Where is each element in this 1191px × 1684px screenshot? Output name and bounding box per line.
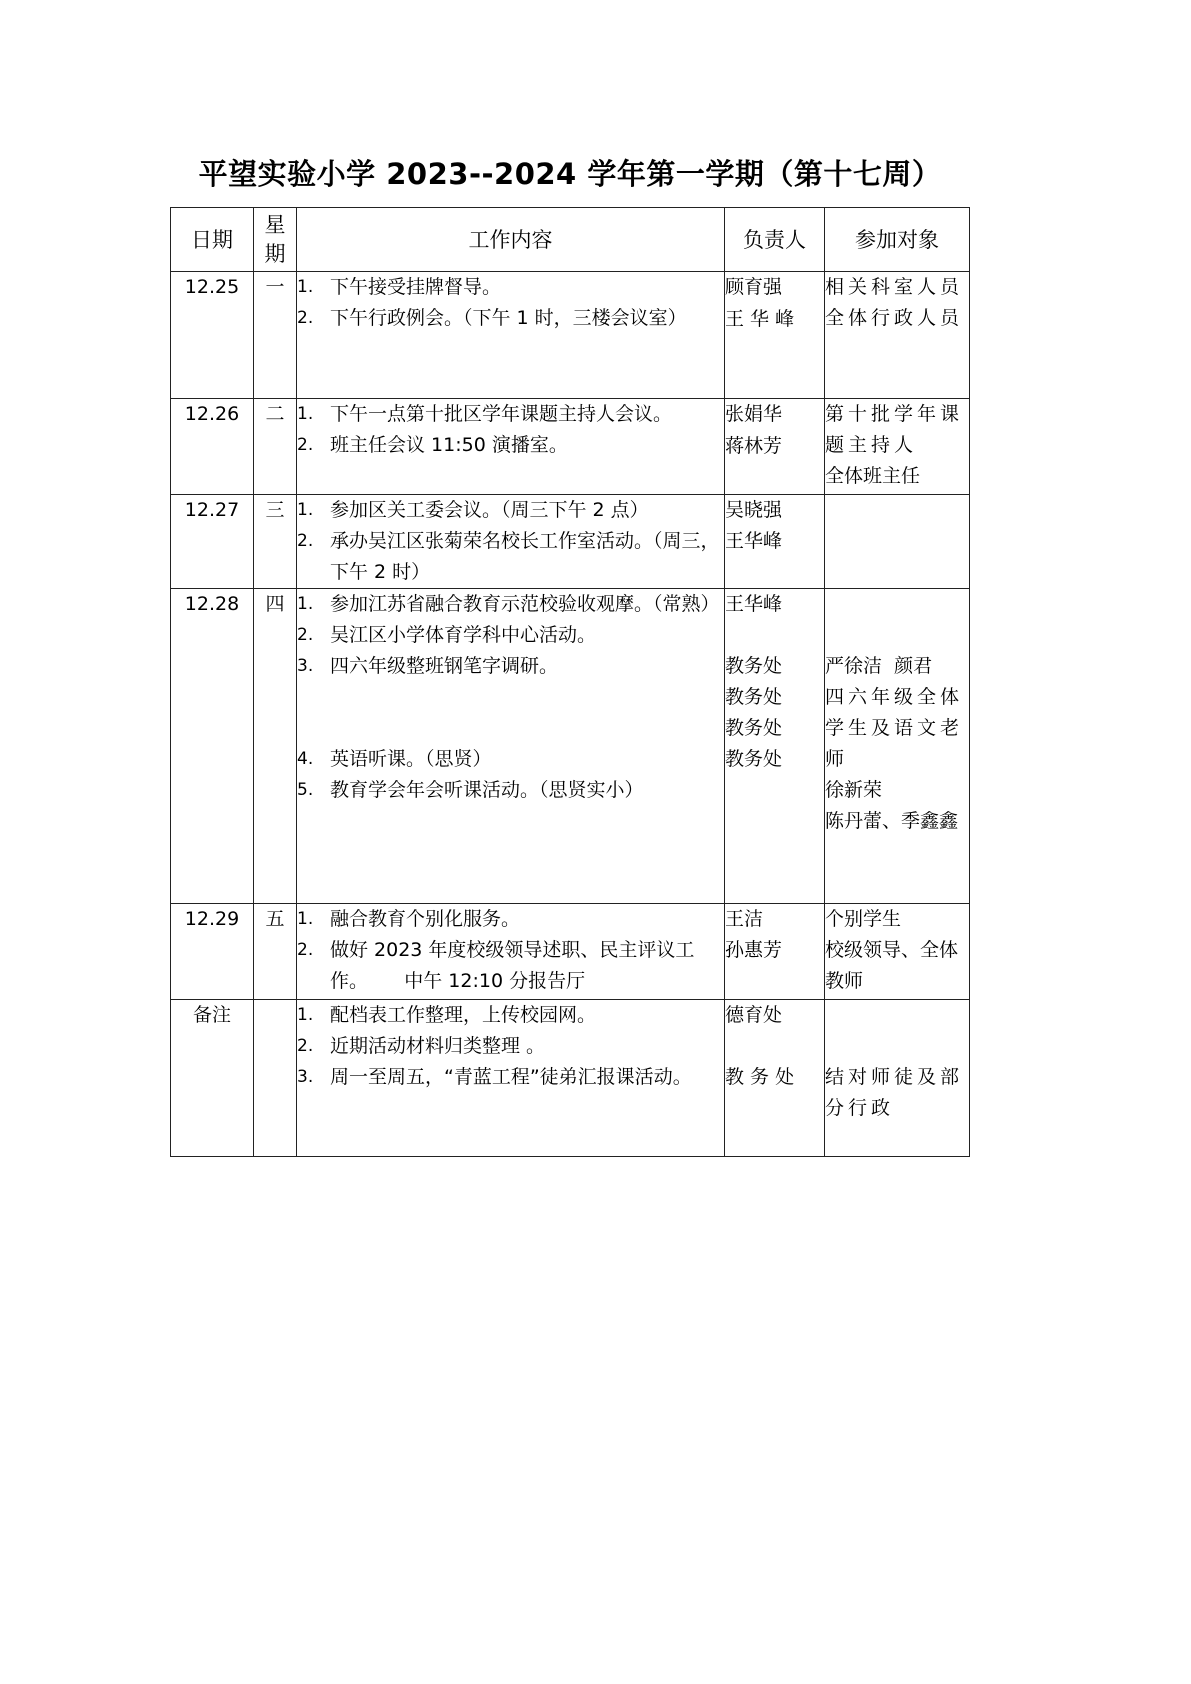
table-row [171,589,970,904]
page-title: 平望实验小学 2023--2024 学年第一学期（第十七周） [198,157,942,191]
owner-name: 王华峰 [725,530,783,552]
participant-group: 全体班主任 [825,465,921,487]
date-cell: 12.28 [171,589,254,904]
owner-name: 顾育强 [725,276,783,298]
task-item: 2. 近期活动材料归类整理 。 [297,1035,546,1057]
participants-cell [825,272,970,399]
task-item: 1. 配档表工作整理，上传校园网。 [297,1004,597,1026]
owner-name: 王 华 峰 [725,308,795,330]
date-cell: 12.27 [171,495,254,589]
participant-group: 严徐洁 颜君 [825,655,933,677]
header-content: 工作内容 [297,208,725,272]
header-participants: 参加对象 [825,208,970,272]
participants-cell [825,589,970,904]
task-item: 1. 下午接受挂牌督导。 [297,276,502,298]
table-row [171,1000,970,1157]
participant-group: 第十批学年课题主持人 [825,403,964,456]
date-cell: 12.29 [171,904,254,1000]
header-date: 日期 [171,208,254,272]
task-item: 5. 教育学会年会听课活动。（思贤实小） [297,779,644,801]
owner-name: 教务处 [725,686,783,708]
participant-group: 校级领导、全体教师 [825,939,959,992]
owner-name: 教 务 处 [725,1066,795,1088]
owner-name: 王华峰 [725,593,783,615]
owner-name: 教务处 [725,655,783,677]
table-row [171,495,970,589]
task-item: 2. 班主任会议 11:50 演播室。 [297,434,568,456]
date-cell: 12.26 [171,399,254,495]
schedule-table [170,207,970,1157]
task-item: 3. 周一至周五，“青蓝工程”徒弟汇报课活动。 [297,1066,692,1088]
participants-cell [825,1000,970,1157]
participant-group: 结对师徒及部分行政 [825,1066,964,1119]
weekday-cell: 五 [254,904,297,1000]
content-cell [297,399,725,495]
owner-cell [725,495,825,589]
participant-group: 陈丹蕾、季鑫鑫 [825,810,959,832]
weekday-cell [254,1000,297,1157]
participant-group: 相关科室人员 [825,276,964,298]
task-item: 1. 参加江苏省融合教育示范校验收观摩。（常熟） [297,593,720,615]
owner-name: 教务处 [725,748,783,770]
task-item: 2. 做好 2023 年度校级领导述职、民主评议工作。 中午 12:10 分报告厅 [297,939,695,992]
owner-cell [725,589,825,904]
task-item: 3. 四六年级整班钢笔字调研。 [297,655,559,677]
participant-group: 个别学生 [825,908,902,930]
participants-cell [825,399,970,495]
owner-cell [725,272,825,399]
date-cell: 12.25 [171,272,254,399]
owner-cell [725,1000,825,1157]
content-cell [297,495,725,589]
notes-label-cell: 备注 [171,1000,254,1157]
owner-cell [725,904,825,1000]
weekday-cell: 二 [254,399,297,495]
header-weekday: 星 期 [254,208,297,272]
owner-name: 孙惠芳 [725,939,783,961]
participant-group: 四六年级全体学生及语文老师 [825,686,964,770]
owner-name: 王洁 [725,908,764,930]
table-row [171,272,970,399]
content-cell [297,589,725,904]
participant-group: 徐新荣 [825,779,883,801]
owner-name: 德育处 [725,1004,783,1026]
task-item: 1. 融合教育个别化服务。 [297,908,521,930]
content-cell [297,1000,725,1157]
header-owner: 负责人 [725,208,825,272]
owner-name: 张娟华 [725,403,783,425]
content-cell [297,904,725,1000]
task-item: 2. 吴江区小学体育学科中心活动。 [297,624,597,646]
task-item: 2. 下午行政例会。（下午 1 时，三楼会议室） [297,307,687,329]
content-cell [297,272,725,399]
table-row [171,399,970,495]
owner-name: 吴晓强 [725,499,783,521]
participants-cell [825,904,970,1000]
weekday-cell: 三 [254,495,297,589]
participant-group: 全体行政人员 [825,307,964,329]
weekday-cell: 一 [254,272,297,399]
task-item: 1. 参加区关工委会议。（周三下午 2 点） [297,499,649,521]
weekday-cell: 四 [254,589,297,904]
header-row [171,208,970,272]
task-item: 1. 下午一点第十批区学年课题主持人会议。 [297,403,673,425]
table-row [171,904,970,1000]
task-item: 2. 承办吴江区张菊荣名校长工作室活动。（周三，下午 2 时） [297,530,720,583]
owner-name: 教务处 [725,717,783,739]
owner-cell [725,399,825,495]
participants-cell [825,495,970,589]
task-item: 4. 英语听课。（思贤） [297,748,492,770]
owner-name: 蒋林芳 [725,435,783,457]
